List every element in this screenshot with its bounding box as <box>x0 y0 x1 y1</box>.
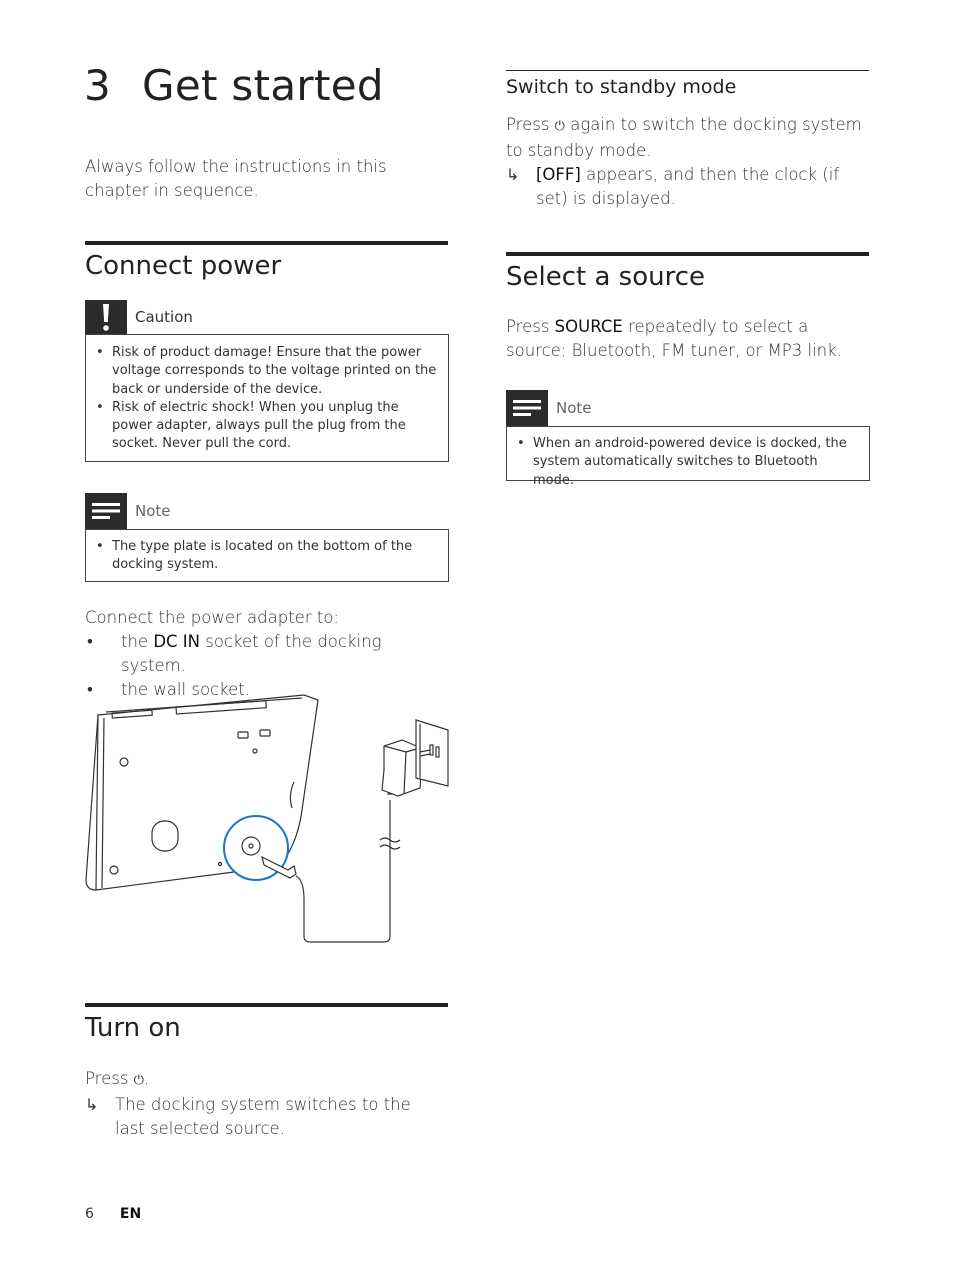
subsection-rule <box>506 70 869 71</box>
off-keyword: [OFF] <box>536 165 581 184</box>
list-item-text: socket of the docking system. <box>121 632 382 675</box>
power-connection-illustration <box>84 690 454 952</box>
page-footer <box>85 1206 141 1222</box>
result-arrow-icon: ↳ <box>85 1095 99 1114</box>
power-icon: ⏻ <box>554 119 565 134</box>
note-box <box>506 426 870 488</box>
result-arrow-icon: ↳ <box>506 165 520 184</box>
connect-instruction-text: Connect the power adapter to: <box>85 608 339 627</box>
note-callout <box>85 493 449 582</box>
list-item-text: the wall socket. <box>121 680 250 699</box>
note-item: • When an android-powered device is docked, the system automatically switches to Bluetooth mode. <box>517 435 859 490</box>
note-lines-icon <box>85 493 127 529</box>
chapter-title-text: Get started <box>142 61 384 110</box>
power-icon: ⏻ <box>133 1073 144 1088</box>
note-lines-icon <box>506 390 548 426</box>
caution-box <box>85 334 449 462</box>
note-callout <box>506 390 870 488</box>
exclamation-icon <box>85 300 127 334</box>
instruction-text: Press <box>506 317 555 336</box>
page-number: 6 <box>85 1206 94 1222</box>
standby-instruction <box>506 113 869 211</box>
result-row <box>506 163 869 211</box>
turn-on-instruction <box>85 1067 430 1141</box>
connect-instruction <box>85 606 447 702</box>
source-keyword: SOURCE <box>554 317 623 336</box>
language-code: EN <box>119 1206 142 1222</box>
note-label: Note <box>135 502 171 520</box>
section-heading-select-source: Select a source <box>506 262 706 292</box>
instruction-text: Press <box>85 1069 134 1088</box>
list-item-text: the <box>121 632 154 651</box>
dc-in-keyword: DC IN <box>153 632 201 651</box>
section-rule <box>506 252 869 256</box>
instruction-text: repeatedly to select a source: Bluetooth, FM tuner, or MP3 link. <box>506 317 842 360</box>
note-item: • The type plate is located on the bottom of the docking system. <box>96 538 438 575</box>
section-heading-turn-on: Turn on <box>85 1013 181 1043</box>
section-rule <box>85 1003 448 1007</box>
result-row <box>85 1093 430 1141</box>
result-text: The docking system switches to the last selected source. <box>115 1095 411 1138</box>
chapter-title <box>84 58 384 114</box>
caution-callout <box>85 300 449 462</box>
caution-item: • Risk of product damage! Ensure that the power voltage corresponds to the voltage printed on the back or underside of the device. <box>96 344 438 399</box>
subsection-heading-standby: Switch to standby mode <box>506 76 737 98</box>
caution-label: Caution <box>135 308 193 326</box>
note-box <box>85 529 449 582</box>
note-header <box>85 493 449 529</box>
result-text: appears, and then the clock (if set) is displayed. <box>536 165 840 208</box>
instruction-text: Press <box>506 115 555 134</box>
select-source-text <box>506 315 869 363</box>
instruction-text: again to switch the docking system to standby mode. <box>506 115 862 160</box>
chapter-number: 3 <box>84 61 112 110</box>
instruction-text: . <box>143 1069 150 1088</box>
caution-header <box>85 300 449 334</box>
caution-item: • Risk of electric shock! When you unplug the power adapter, always pull the plug from the socket. Never pull the cord. <box>96 399 438 454</box>
note-header <box>506 390 870 426</box>
section-rule <box>85 241 448 245</box>
list-item <box>85 630 447 678</box>
note-label: Note <box>556 399 592 417</box>
intro-text: Always follow the instructions in this chapter in sequence. <box>85 157 387 200</box>
section-heading-connect-power: Connect power <box>85 251 282 281</box>
